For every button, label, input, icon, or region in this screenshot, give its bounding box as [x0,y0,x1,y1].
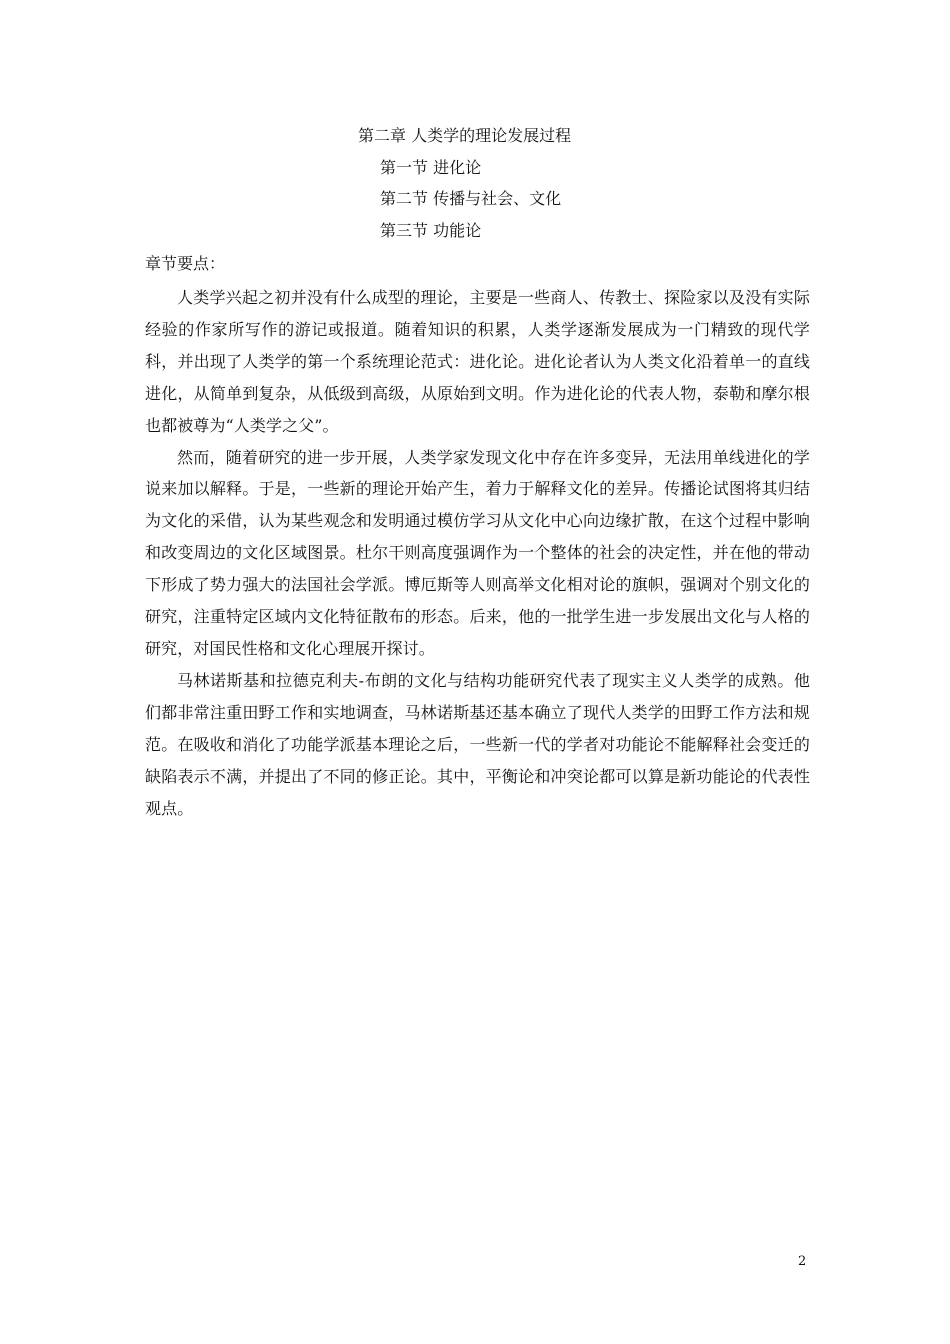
paragraph-1: 人类学兴起之初并没有什么成型的理论，主要是一些商人、传教士、探险家以及没有实际经验的作家所写作的游记或报道。随着知识的积累，人类学逐渐发展成为一门精致的现代学科，并出现了人类学的第一个系统理论范式：进化论。进化论者认为人类文化沿着单一的直线进化，从简单到复杂，从低级到高级，从原始到文明。作为进化论的代表人物，泰勒和摩尔根也都被尊为“人类学之父”。 [145,288,810,435]
chapter-title: 第二章 人类学的理论发展过程 [358,126,572,145]
key-points-label: 章节要点： [145,254,226,273]
body-text [145,282,810,824]
paragraph-3: 马林诺斯基和拉德克利夫-布朗的文化与结构功能研究代表了现实主义人类学的成熟。他们都非常注重田野工作和实地调查，马林诺斯基还基本确立了现代人类学的田野工作方法和规范。在吸收和消化了功能学派基本理论之后，一些新一代的学者对功能论不能解释社会变迁的缺陷表示不满，并提出了不同的修正论。其中，平衡论和冲突论都可以算是新功能论的代表性观点。 [145,670,810,818]
section-1-title: 第一节 进化论 [380,158,482,177]
section-2-title: 第二节 传播与社会、文化 [380,189,562,208]
section-3-title: 第三节 功能论 [380,221,482,240]
page-number: 2 [798,1254,807,1269]
paragraph-2: 然而，随着研究的进一步开展，人类学家发现文化中存在许多变异，无法用单线进化的学说来加以解释。于是，一些新的理论开始产生，着力于解释文化的差异。传播论试图将其归结为文化的采借，认为某些观念和发明通过模仿学习从文化中心向边缘扩散，在这个过程中影响和改变周边的文化区域图景。杜尔干则高度强调作为一个整体的社会的决定性，并在他的带动下形成了势力强大的法国社会学派。博厄斯等人则高举文化相对论的旗帜，强调对个别文化的研究，注重特定区域内文化特征散布的形态。后来，他的一批学生进一步发展出文化与人格的研究，对国民性格和文化心理展开探讨。 [145,447,810,658]
